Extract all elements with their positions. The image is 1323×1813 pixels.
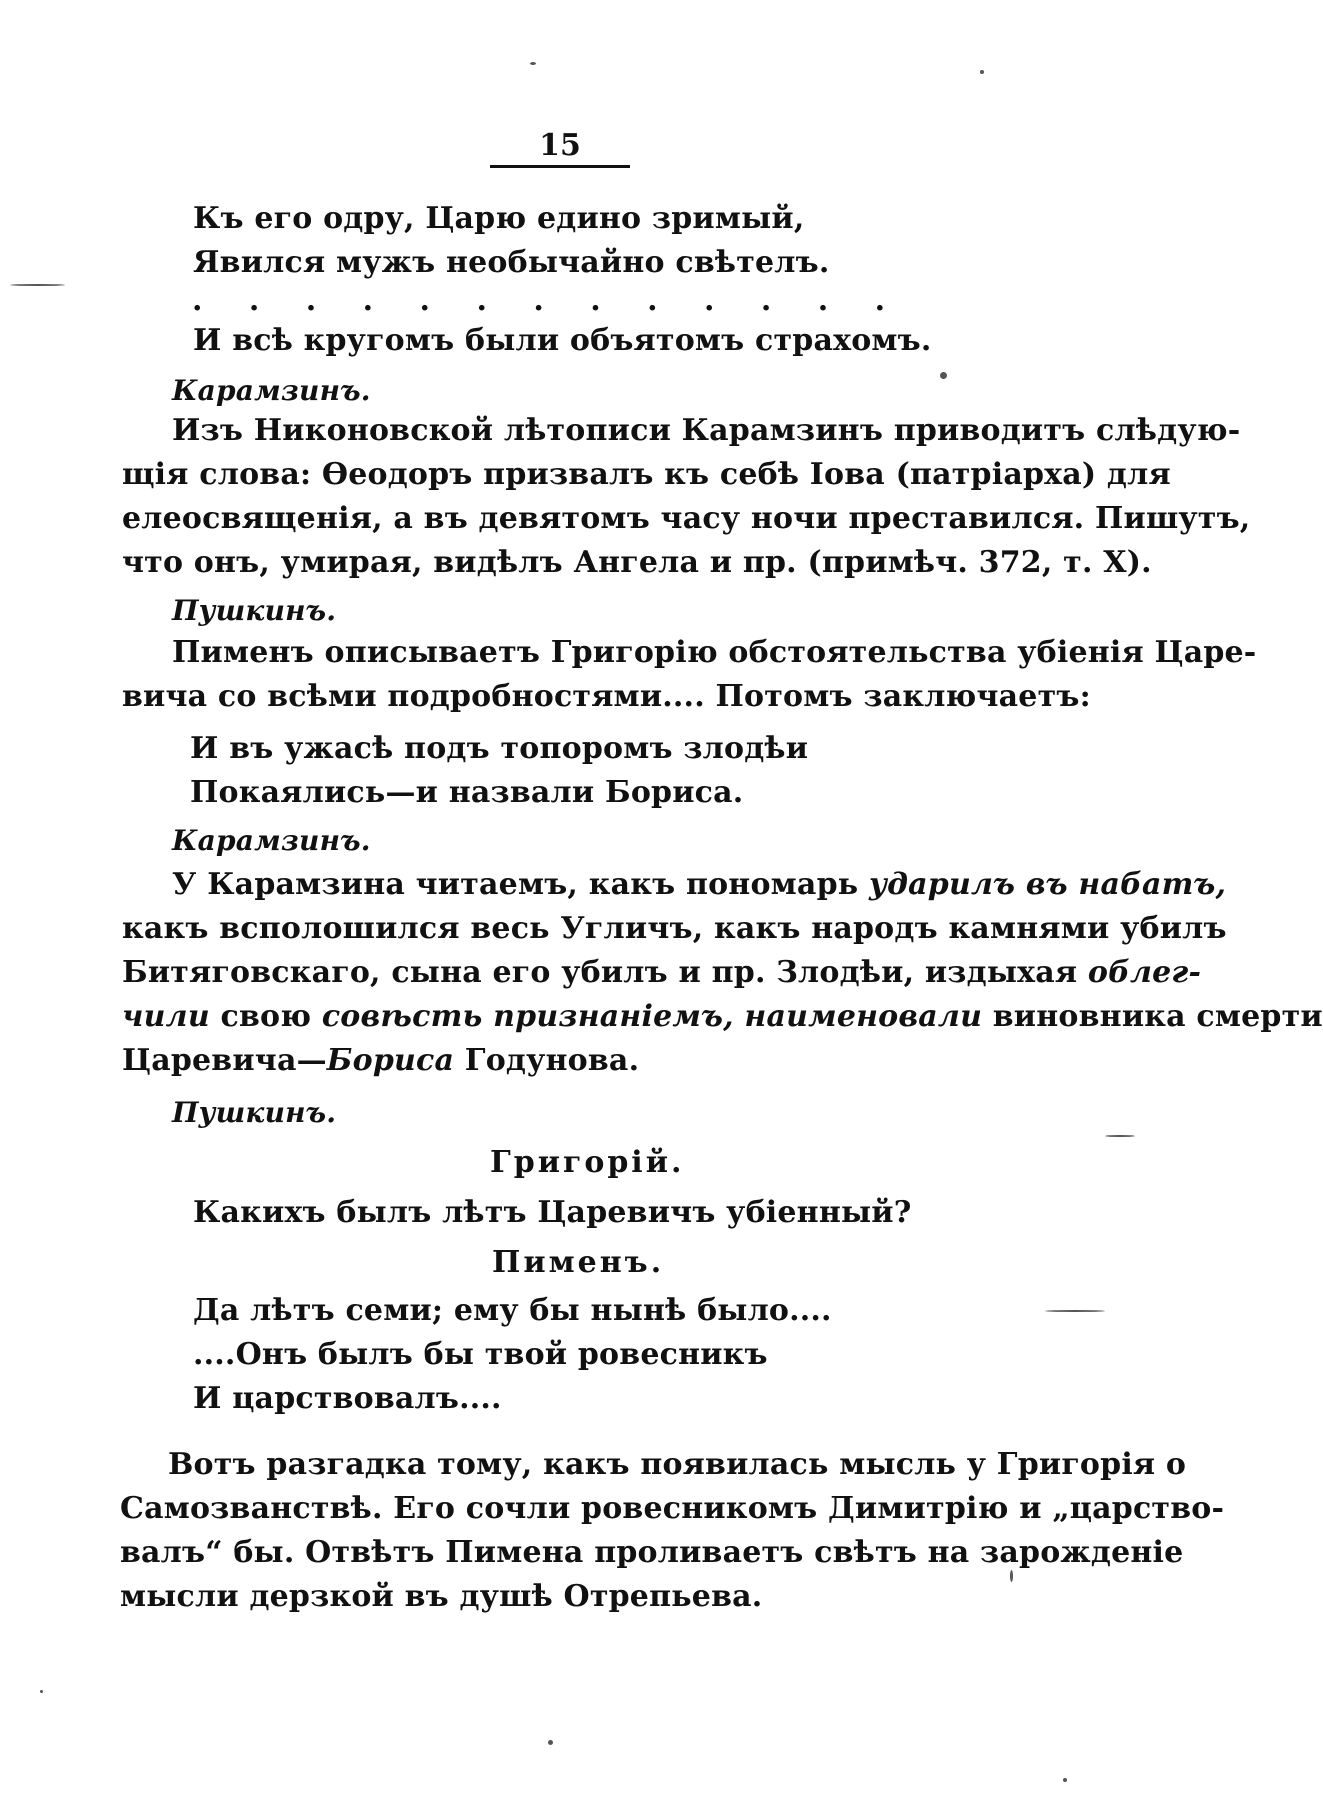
- scan-speck: [548, 1740, 553, 1745]
- scan-speck: [1010, 1570, 1013, 1582]
- author-heading-pushkin: Пушкинъ.: [172, 594, 337, 627]
- italic-run: ударилъ въ набатъ,: [868, 867, 1227, 902]
- paragraph-line: Вотъ разгадка тому, какъ появилась мысль у Григорія о: [168, 1447, 1187, 1482]
- speaker-name-grigory: Григорій.: [490, 1145, 685, 1180]
- scan-speck: [40, 1690, 43, 1693]
- paragraph-line: Самозванствѣ. Его сочли ровесникомъ Димитрію и „царство-: [120, 1491, 1225, 1526]
- scan-speck: [530, 62, 536, 65]
- paragraph-line: елеосвященія, а въ девятомъ часу ночи преставился. Пишутъ,: [122, 501, 1251, 536]
- paragraph-line: что онъ, умирая, видѣлъ Ангела и пр. (примѣч. 372, т. X).: [122, 545, 1152, 580]
- italic-run: совѣсть признаніемъ, наименовали: [321, 999, 983, 1034]
- paragraph-line: [122, 954, 1202, 992]
- page-number: 15: [539, 128, 581, 163]
- paragraph-line: мысли дерзкой въ душѣ Отрепьева.: [120, 1579, 763, 1614]
- paragraph-line: вича со всѣми подробностями.... Потомъ заключаетъ:: [122, 679, 1091, 714]
- verse-line: И въ ужасѣ подъ топоромъ злодѣи: [190, 731, 809, 766]
- dialogue-line: ....Онъ былъ бы твой ровесникъ: [193, 1337, 768, 1372]
- scan-speck: [1063, 1778, 1067, 1782]
- italic-run: облег-: [1087, 955, 1202, 990]
- dialogue-line: Да лѣтъ семи; ему бы нынѣ было....: [193, 1293, 832, 1328]
- author-heading-karamzin: Карамзинъ.: [172, 374, 371, 407]
- text-run: Царевича—: [122, 1043, 327, 1078]
- scan-speck: [10, 284, 65, 286]
- verse-line: И всѣ кругомъ были объятомъ страхомъ.: [193, 323, 932, 358]
- paragraph-line: Изъ Никоновской лѣтописи Карамзинъ приводитъ слѣдую-: [172, 413, 1241, 448]
- text-run: Битяговскаго, сына его убилъ и пр. Злодѣи, издыхая: [122, 955, 1078, 990]
- page-number-rule: [490, 165, 630, 168]
- paragraph-line: [122, 998, 1323, 1036]
- paragraph-line: [122, 1042, 639, 1080]
- scan-speck: [980, 70, 984, 74]
- paragraph-line: щія слова: Өеодоръ призвалъ къ себѣ Іова (патріарха) для: [122, 457, 1171, 492]
- ellipsis-dots: . . . . . . . . . . . . .: [192, 283, 904, 318]
- dialogue-line: И царствовалъ....: [193, 1381, 502, 1416]
- paragraph-line: валъ“ бы. Отвѣтъ Пимена проливаетъ свѣтъ на зарожденіе: [120, 1535, 1184, 1570]
- verse-line: Явился мужъ необычайно свѣтелъ.: [193, 245, 830, 280]
- text-run: свою: [220, 999, 312, 1034]
- scan-speck: [940, 372, 947, 379]
- verse-line: Къ его одру, Царю едино зримый,: [193, 201, 805, 236]
- text-run: У Карамзина читаемъ, какъ пономарь: [172, 867, 859, 902]
- verse-line: Покаялись—и назвали Бориса.: [190, 775, 744, 810]
- text-run: Годунова.: [464, 1043, 640, 1078]
- author-heading-karamzin: Карамзинъ.: [172, 824, 371, 857]
- dialogue-line: Какихъ былъ лѣтъ Царевичъ убіенный?: [193, 1195, 912, 1230]
- text-run: виновника смерти: [992, 999, 1323, 1034]
- italic-run: чили: [122, 999, 210, 1034]
- paragraph-line: какъ всполошился весь Угличъ, какъ народъ камнями убилъ: [122, 911, 1227, 946]
- paragraph-line: Пименъ описываетъ Григорію обстоятельства убіенія Царе-: [172, 635, 1257, 670]
- italic-run: Бориса: [326, 1043, 455, 1078]
- speaker-name-pimen: Пименъ.: [492, 1245, 665, 1280]
- scan-speck: [1045, 1310, 1105, 1312]
- author-heading-pushkin: Пушкинъ.: [172, 1096, 337, 1129]
- scan-speck: [1105, 1135, 1135, 1137]
- paragraph-line: [172, 866, 1227, 904]
